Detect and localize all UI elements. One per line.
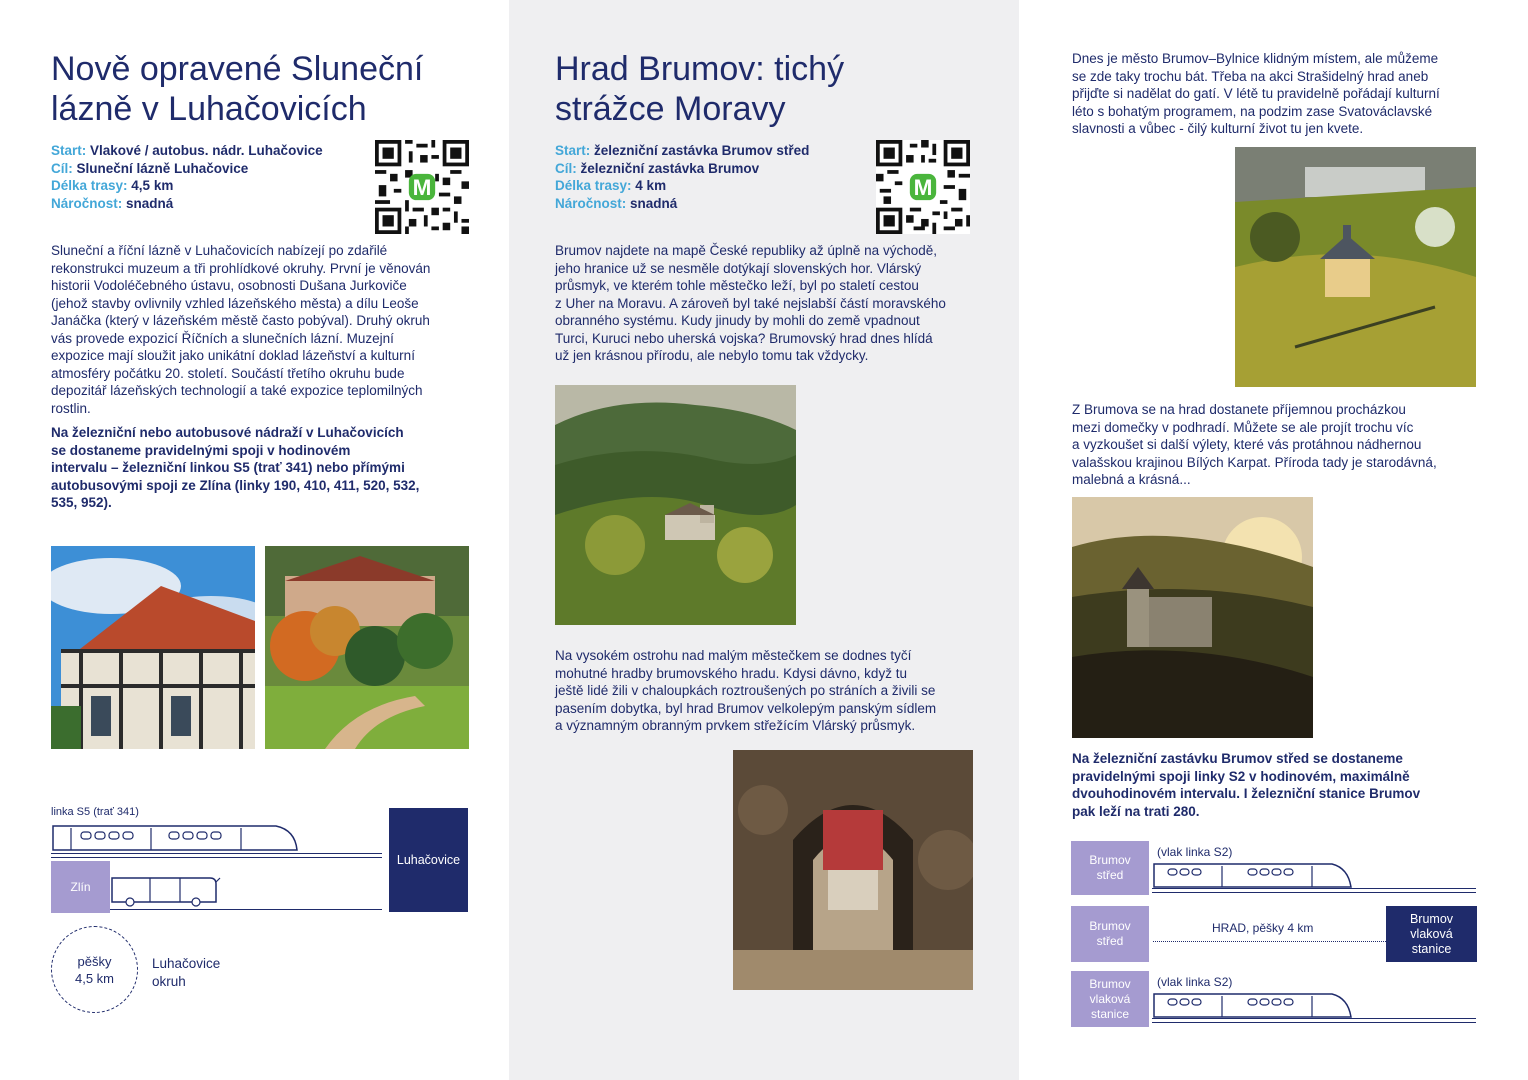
- station-brumov-vlakova-2: Brumov vlaková stanice: [1071, 971, 1149, 1027]
- page-title-brumov: [555, 49, 844, 129]
- rail-line-2: [1152, 892, 1476, 893]
- title-line-2: lázně v Luhačovicích: [51, 90, 367, 128]
- title-line-1: Nově opravené Sluneční: [51, 50, 424, 88]
- road-line: [110, 909, 382, 910]
- meta-end: Cíl: železniční zastávka Brumov: [555, 160, 760, 176]
- rail-line: [1152, 888, 1476, 889]
- right-column: [1019, 0, 1528, 1080]
- photo-castle-interior: [733, 750, 973, 990]
- meta-length: Délka trasy: 4 km: [555, 178, 667, 193]
- qr-logo-letter: M: [913, 174, 933, 200]
- train-icon-1: [1152, 860, 1354, 890]
- transport-info: Na železniční zastávku Brumov střed se dostaneme pravidelnými spoji linky S2 v hodinovém, maximálně dvouhodinovém intervalu. I železniční stanice Brumov pak leží na trati 280.: [1072, 751, 1421, 819]
- title-line-2: strážce Moravy: [555, 90, 786, 128]
- walk-path-line: [1153, 941, 1386, 942]
- train-icon-2: [1152, 990, 1354, 1020]
- intro-text: Brumov najdete na mapě České republiky až úplně na východě, jeho hranice už se nesměle dotýkají slovenských hor. Vlárský průsmyk, ve kterém tohle městečko leží, byl po staletí cestou z Uher na Moravu. A zároveň byl také nejslabší částí moravského obranného systému. Kudy jinudy by mohli do země vpadnout Turci, Kuruci nebo uherská vojska? Brumovský hrad dnes hlídá už jen krásnou přírodu, ale nebylo tomu tak vždycky.: [555, 243, 946, 363]
- photo-chapel: [1235, 147, 1476, 387]
- train-line-label-2: (vlak linka S2): [1157, 975, 1233, 989]
- meta-difficulty: Náročnost: snadná: [555, 195, 678, 211]
- middle-column: [509, 0, 1019, 1080]
- loop-label: Luhačovice okruh: [152, 956, 221, 989]
- photo-spa-park: [265, 546, 469, 749]
- intro-text: Sluneční a říční lázně v Luhačovicích nabízejí po zdařilé rekonstrukci muzeum a tři prohlídkové okruhy. První je věnován historii Vodoléčebného ústavu, osobnosti Dušana Jurkoviče (jehož stavby ovlivnily vzhled lázeňského města) a dílu Leoše Janáčka (který v lázeňském městě často pobýval). Druhý okruh vás provede expozicí Říčních a slunečních lázní. Muzejní expozice mají sloužit jako unikátní doklad lázeňství a kulturní atmosféry počátku 20. století. Součástí třetího okruhu bude depozitář lázeňských technologií a také expozice teplomilných rostlin.: [51, 243, 431, 416]
- castle-text: Na vysokém ostrohu nad malým městečkem se dodnes tyčí mohutné hradby brumovského hradu. Kdysi dávno, když tu ještě lidé žili v chaloupkách roztroušených po stráních a živili se pasením dobytka, byl hrad Brumov velkolepým panským sídlem a významným obranným prvkem střežícím Vlárský průsmyk.: [555, 648, 937, 733]
- station-zlin: Zlín: [51, 861, 110, 913]
- bus-icon: [110, 872, 224, 908]
- qr-code-icon[interactable]: [876, 140, 970, 234]
- meta-start: Start: železniční zastávka Brumov střed: [555, 143, 810, 158]
- photo-spa-building: [51, 546, 255, 749]
- rail-line-4: [1152, 1022, 1476, 1023]
- rail-line-2: [51, 857, 382, 858]
- qr-logo-letter: M: [412, 174, 432, 200]
- meta-start: Start: Vlakové / autobus. nádr. Luhačovice: [51, 143, 323, 158]
- walk-text: Z Brumova se na hrad dostanete příjemnou procházkou mezi domečky v podhradí. Můžete se ale projít trochu víc a vyzkoušet si další výlety, které vás protáhnou nádhernou valašskou krajinou Bílých Karpat. Příroda tady je starodávná, malebná a krásná...: [1072, 402, 1437, 487]
- destination-luhacovice: Luhačovice: [389, 808, 468, 912]
- meta-length: Délka trasy: 4,5 km: [51, 178, 174, 193]
- title-line-1: Hrad Brumov: tichý: [555, 50, 845, 88]
- station-brumov-stred: Brumov střed: [1071, 841, 1149, 895]
- rail-line-3: [1152, 1018, 1476, 1019]
- left-column: [0, 0, 509, 1080]
- page-title-luhacovice: [51, 49, 423, 129]
- walk-label: HRAD, pěšky 4 km: [1212, 921, 1314, 935]
- events-text: Dnes je město Brumov–Bylnice klidným místem, ale můžeme se zde taky trochu bát. Třeba na akci Strašidelný hrad aneb přijďte si nadělat do gatí. V létě tu pravidelně pořádají kulturní léto s bohatým programem, na podzim zase Svatováclavské slavnosti a vůbec - čilý kulturní život tu jen kvete.: [1072, 51, 1440, 136]
- station-brumov-stred-2: Brumov střed: [1071, 906, 1149, 962]
- train-line-label-1: (vlak linka S2): [1157, 845, 1233, 859]
- meta-end: Cíl: Sluneční lázně Luhačovice: [51, 160, 249, 176]
- qr-code-icon[interactable]: [375, 140, 469, 234]
- rail-line: [51, 853, 382, 854]
- route-meta: [51, 142, 381, 212]
- station-brumov-vlakova: Brumov vlaková stanice: [1386, 906, 1477, 962]
- route-meta: [555, 142, 885, 212]
- walk-distance-circle: pěšky 4,5 km: [51, 926, 138, 1013]
- photo-castle-aerial: [555, 385, 796, 625]
- train-icon: [51, 820, 301, 854]
- transport-info: Na železniční nebo autobusové nádraží v Luhačovicích se dostaneme pravidelnými spoji v hodinovém intervalu – železniční linkou S5 (trať 341) nebo přímými autobusovými spoji ze Zlína (linky 190, 410, 411, 520, 532, 535, 952).: [51, 425, 420, 510]
- meta-difficulty: Náročnost: snadná: [51, 195, 174, 211]
- train-line-label: linka S5 (trať 341): [51, 806, 139, 818]
- photo-castle-sunset: [1072, 497, 1313, 738]
